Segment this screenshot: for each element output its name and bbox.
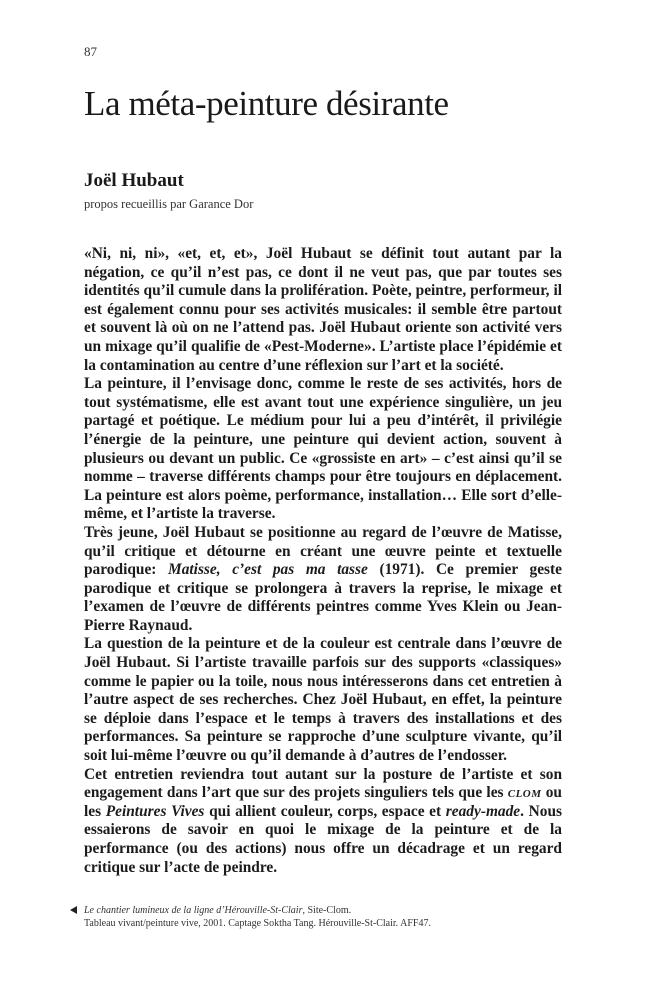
italic-title: Peintures Vives <box>105 802 205 820</box>
caption-line1-rest: , Site-Clom. <box>302 905 352 916</box>
italic-title: ready-made <box>445 802 521 820</box>
paragraph <box>84 245 562 375</box>
article-body <box>84 245 562 877</box>
small-caps-term: clom <box>507 784 542 802</box>
italic-title: Matisse, c’est pas ma tasse <box>168 561 368 579</box>
paragraph-text: «Ni, ni, ni», «et, et, et», Joël Hubaut se définit tout autant par la négation, ce qu’il n’est pas, ce dont il ne veut pas, que par toutes ses identités qu’il cumule dans la prolifération. Poète, peintre, performeur, il est également connu pour ses activités musicales: il semble être partout et souvent là où on ne l’attend pas. Joël Hubaut oriente son activité vers un mixage qu’il qualifie de «Pest-Moderne». L’artiste place l’épidémie et la contamination au centre d’une réflexion sur l’art et la société. <box>84 245 562 374</box>
paragraph-text: ou les <box>84 784 562 820</box>
triangle-left-icon <box>70 906 77 914</box>
author-name: Joël Hubaut <box>84 170 184 191</box>
paragraph-text: Cet entretien reviendra tout autant sur la posture de l’artiste et son engagement dans l’art que sur des projets singuliers tels que les <box>84 765 562 802</box>
paragraph <box>84 766 562 878</box>
figure-caption <box>70 904 490 930</box>
paragraph-text: La peinture, il l’envisage donc, comme le reste de ses activités, hors de tout systématisme, elle est avant tout une expérience singulière, un jeu partagé et poétique. Le médium pour lui a peu d’intérêt, il privilégie l’énergie de la peinture, une peinture qui devient action, souvent à plusieurs ou devant un public. Ce «grossiste en art» – c’est ainsi qu’il se nomme – traverse différents champs pour être toujours en déplacement. La peinture est alors poème, performance, installation… Elle sort d’elle-même, et l’artiste la traverse. <box>84 375 562 523</box>
paragraph <box>84 524 562 636</box>
paragraph-text: La question de la peinture et de la couleur est centrale dans l’œuvre de Joël Hubaut. Si l’artiste travaille parfois sur des supports «classiques» comme le papier ou la toile, nous nous intéresserons dans cet entretien à l’autre aspect de ses recherches. Chez Joël Hubaut, en effet, la peinture se déploie dans l’espace et le temps à travers des installations et des performances. Sa peinture se rapproche d’une sculpture vivante, qu’il soit lui-même l’œuvre ou qu’il demande à d’autres de l’endosser. <box>84 635 562 765</box>
page-number: 87 <box>84 44 97 59</box>
caption-title: Le chantier lumineux de la ligne d’Hérouville-St-Clair <box>84 905 303 916</box>
caption-line2: Tableau vivant/peinture vive, 2001. Captage Soktha Tang. Hérouville-St-Clair. AFF47. <box>84 918 431 929</box>
paragraph <box>84 635 562 765</box>
paragraph <box>84 375 562 524</box>
page-title: La méta-peinture désirante <box>84 84 449 123</box>
paragraph-text: (1971). Ce premier geste parodique et critique se prolongera à travers la reprise, le mixage et l’examen de l’œuvre de différents peintres comme Yves Klein ou Jean-Pierre Raynaud. <box>84 561 562 634</box>
paragraph-text: Très jeune, Joël Hubaut se positionne au regard de l’œuvre de Matisse, qu’il critique et détourne en créant une œuvre peinte et textuelle parodique: <box>84 523 562 579</box>
paragraph-text: . Nous essaierons de savoir en quoi le mixage de la peinture et de la performance (ou des actions) nous offre un décadrage et un regard critique sur l’acte de peindre. <box>84 802 562 876</box>
paragraph-text: qui allient couleur, corps, espace et <box>204 802 446 820</box>
byline: propos recueillis par Garance Dor <box>84 197 254 211</box>
caption-text <box>84 904 490 930</box>
